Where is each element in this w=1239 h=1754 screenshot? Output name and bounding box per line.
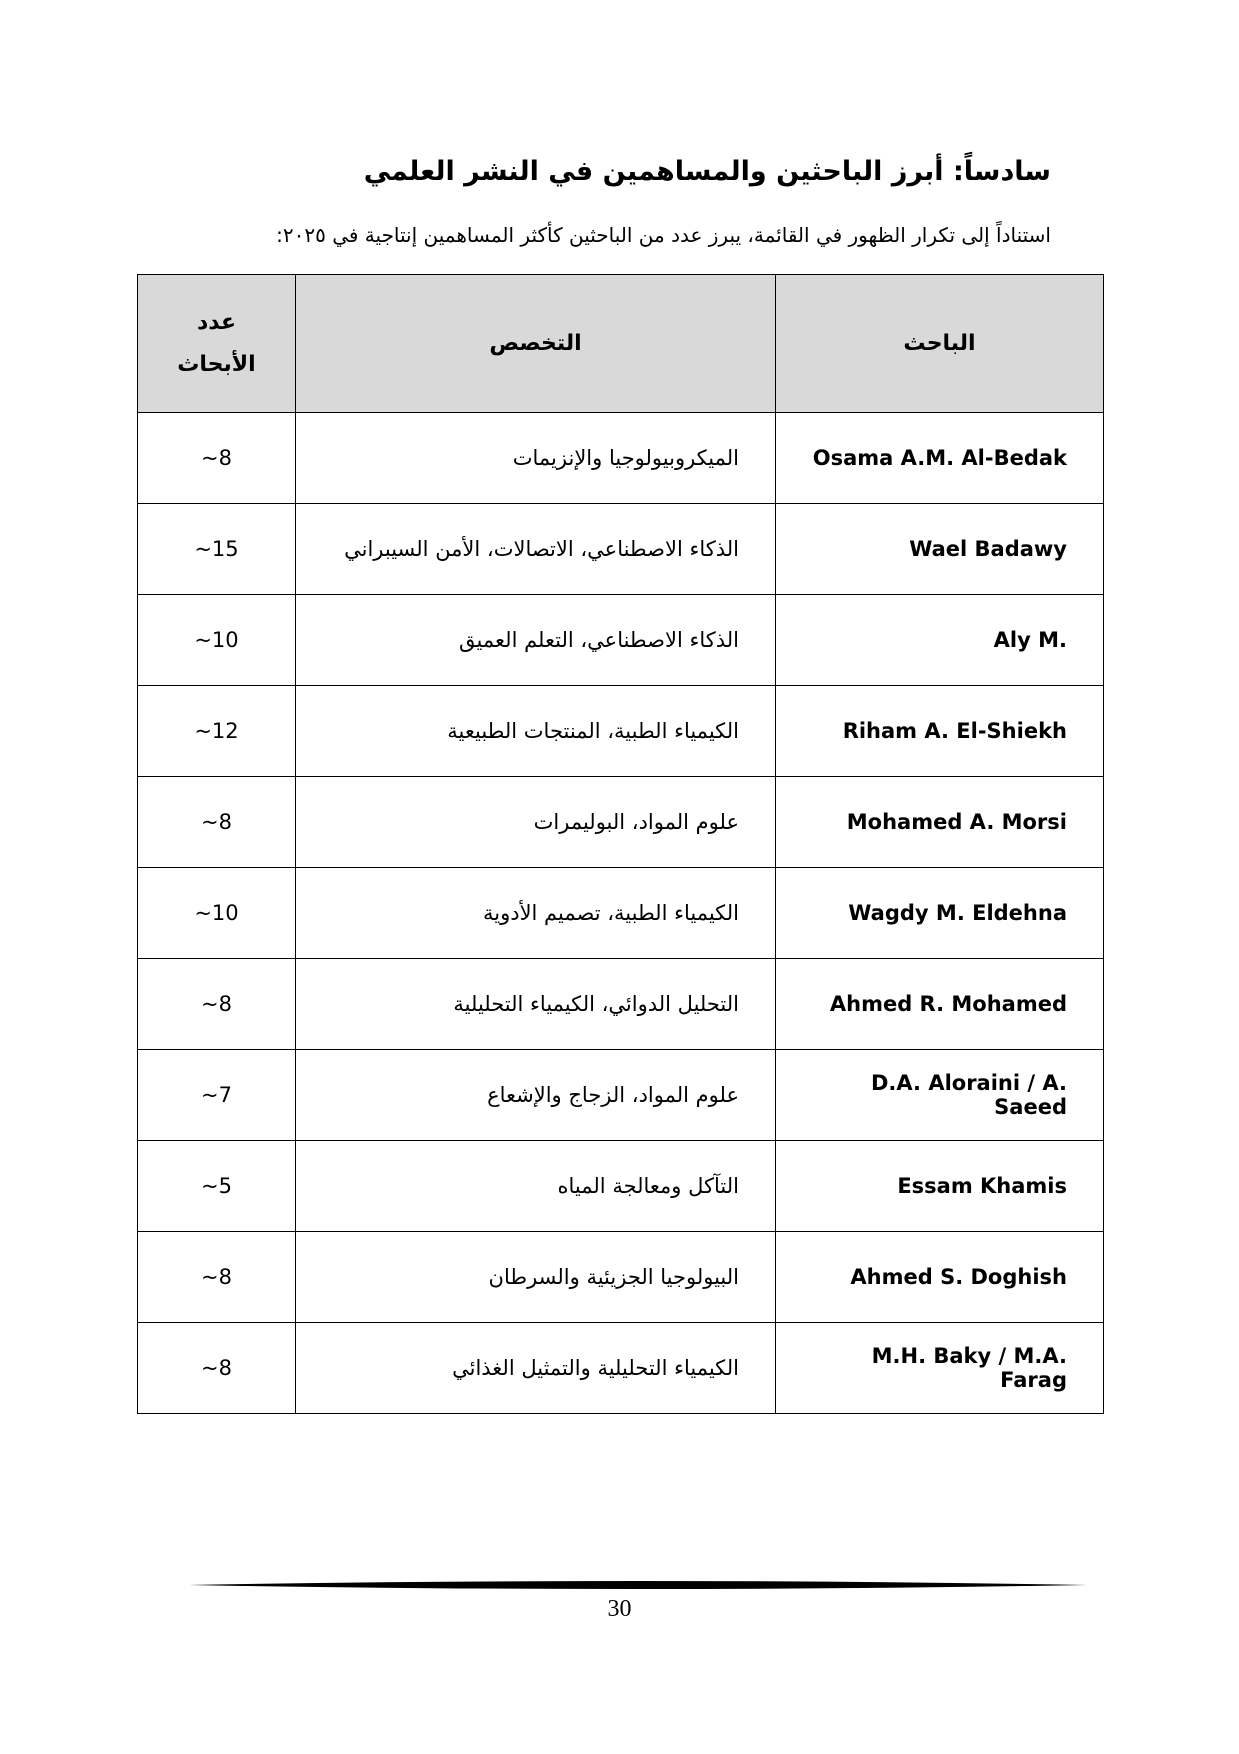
researcher-specialty: الميكروبيولوجيا والإنزيمات <box>296 413 776 504</box>
table-row <box>138 1050 1104 1141</box>
researcher-name: Essam Khamis <box>776 1141 1104 1232</box>
intro-paragraph: استناداً إلى تكرار الظهور في القائمة، يبرز عدد من الباحثين كأكثر المساهمين إنتاجية في ٢٠٢٥: <box>276 223 1051 247</box>
paper-count: ~8 <box>138 413 296 504</box>
researcher-specialty: التحليل الدوائي، الكيمياء التحليلية <box>296 959 776 1050</box>
page-number: 30 <box>607 1596 632 1622</box>
researcher-name: Riham A. El-Shiekh <box>776 686 1104 777</box>
researcher-name: Aly M. <box>776 595 1104 686</box>
header-specialty: التخصص <box>296 275 776 413</box>
researcher-specialty: علوم المواد، الزجاج والإشعاع <box>296 1050 776 1141</box>
footer-divider <box>189 1580 1087 1590</box>
researcher-name: Ahmed S. Doghish <box>776 1232 1104 1323</box>
researcher-specialty: الذكاء الاصطناعي، التعلم العميق <box>296 595 776 686</box>
header-count-line2: الأبحاث <box>177 351 256 377</box>
section-title: سادساً: أبرز الباحثين والمساهمين في النشر العلمي <box>363 156 1051 187</box>
researcher-specialty: الذكاء الاصطناعي، الاتصالات، الأمن السيبراني <box>296 504 776 595</box>
header-researcher: الباحث <box>776 275 1104 413</box>
paper-count: ~15 <box>138 504 296 595</box>
researcher-name: Mohamed A. Morsi <box>776 777 1104 868</box>
table-row <box>138 777 1104 868</box>
table-row <box>138 1232 1104 1323</box>
header-count <box>138 275 296 413</box>
table-row <box>138 504 1104 595</box>
table-row <box>138 959 1104 1050</box>
researcher-name: Osama A.M. Al-Bedak <box>776 413 1104 504</box>
researcher-specialty: علوم المواد، البوليمرات <box>296 777 776 868</box>
paper-count: ~10 <box>138 868 296 959</box>
researcher-specialty: البيولوجيا الجزيئية والسرطان <box>296 1232 776 1323</box>
researchers-table <box>137 274 1104 1414</box>
table-row <box>138 1323 1104 1414</box>
researcher-name: Wael Badawy <box>776 504 1104 595</box>
paper-count: ~8 <box>138 777 296 868</box>
paper-count: ~8 <box>138 1232 296 1323</box>
table-row <box>138 1141 1104 1232</box>
paper-count: ~8 <box>138 1323 296 1414</box>
researcher-specialty: الكيمياء الطبية، تصميم الأدوية <box>296 868 776 959</box>
table-row <box>138 413 1104 504</box>
researcher-specialty: الكيمياء التحليلية والتمثيل الغذائي <box>296 1323 776 1414</box>
table-row <box>138 686 1104 777</box>
header-count-line1: عدد <box>196 309 237 335</box>
researcher-name: Wagdy M. Eldehna <box>776 868 1104 959</box>
paper-count: ~7 <box>138 1050 296 1141</box>
table-header-row <box>138 275 1104 413</box>
paper-count: ~8 <box>138 959 296 1050</box>
paper-count: ~5 <box>138 1141 296 1232</box>
table-row <box>138 868 1104 959</box>
paper-count: ~10 <box>138 595 296 686</box>
researcher-name: D.A. Aloraini / A. Saeed <box>776 1050 1104 1141</box>
researcher-specialty: الكيمياء الطبية، المنتجات الطبيعية <box>296 686 776 777</box>
researcher-name: M.H. Baky / M.A. Farag <box>776 1323 1104 1414</box>
researcher-name: Ahmed R. Mohamed <box>776 959 1104 1050</box>
paper-count: ~12 <box>138 686 296 777</box>
researcher-specialty: التآكل ومعالجة المياه <box>296 1141 776 1232</box>
table-row <box>138 595 1104 686</box>
